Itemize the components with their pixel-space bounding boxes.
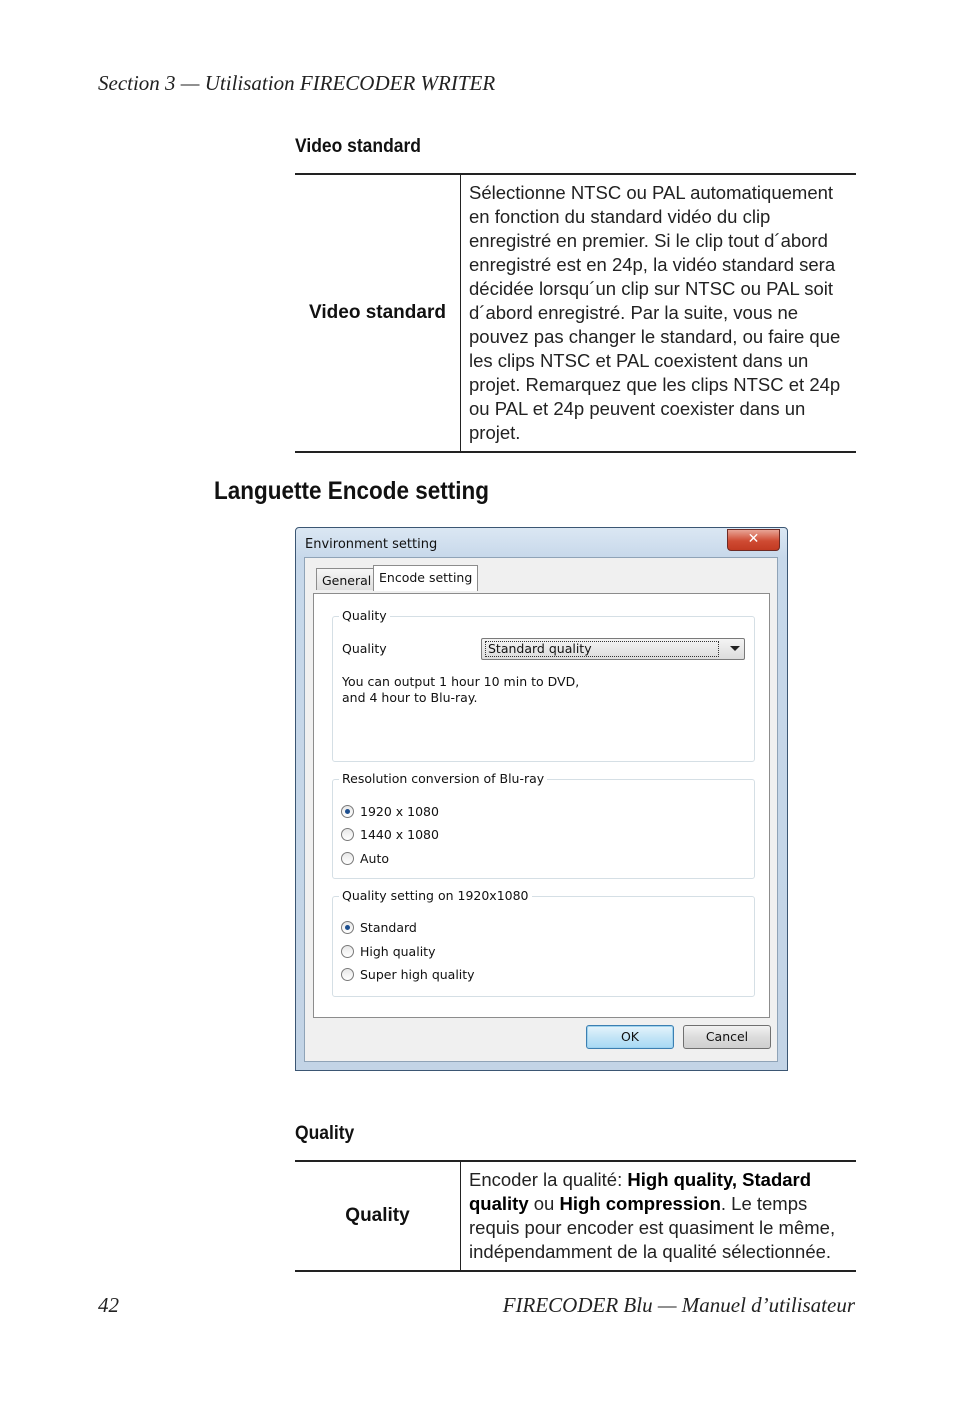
quality-subheading: Quality [295, 1123, 355, 1144]
dialog-title: Environment setting [305, 537, 438, 552]
tab-general[interactable]: General [316, 568, 377, 590]
radio-icon[interactable] [341, 968, 354, 981]
radio-high-quality[interactable] [341, 944, 435, 959]
video-standard-description: Sélectionne NTSC ou PAL automatiquement en fonction du standard vidéo du clip enregistré en premier. Si le clip tout d´abord enregistré est en 24p, la vidéo standard sera décidée lorsqu´un clip sur NTSC ou PAL soit d´abord enregistré. Par la suite, vous ne pouvez pas changer le standard, ou faire que les clips NTSC et PAL coexistent dans un projet. Remarquez que les clips NTSC et 24p ou PAL et 24p peuvent coexister dans un projet. [469, 182, 841, 443]
page-number: 42 [98, 1293, 119, 1317]
resolution-group [332, 771, 755, 879]
quality-dropdown[interactable] [481, 638, 745, 660]
environment-setting-dialog [295, 527, 788, 1071]
radio-label: 1440 x 1080 [360, 827, 439, 842]
quality-desc-prefix: Encoder la qualité: [469, 1169, 628, 1190]
cancel-button[interactable]: Cancel [683, 1025, 771, 1049]
quality-term: Quality [295, 1161, 461, 1271]
quality-desc-options: High quality, Stadard quality [469, 1169, 812, 1214]
quality-desc-or: ou [528, 1193, 560, 1214]
radio-1440x1080[interactable] [341, 827, 439, 842]
quality-1080-group-legend: Quality setting on 1920x1080 [339, 888, 532, 903]
footer-title: FIRECODER Blu — Manuel d’utilisateur [502, 1293, 855, 1317]
page-header: Section 3 — Utilisation FIRECODER WRITER [98, 71, 496, 95]
encode-setting-panel [313, 593, 770, 1018]
quality-table [295, 1160, 856, 1272]
quality-desc-suffix: . Le temps requis pour encoder est quasiment le même, indépendamment de la qualité sélectionnée. [469, 1193, 836, 1262]
video-standard-table [295, 173, 856, 453]
radio-1920x1080[interactable] [341, 804, 439, 819]
radio-standard[interactable] [341, 920, 417, 935]
quality-description [461, 1161, 857, 1271]
dialog-client-area [304, 557, 778, 1062]
quality-group [332, 608, 755, 762]
close-icon[interactable]: ✕ [727, 529, 780, 551]
video-standard-subheading: Video standard [295, 136, 421, 157]
chevron-down-icon[interactable] [730, 646, 740, 651]
radio-super-high-quality[interactable] [341, 967, 475, 982]
quality-group-legend: Quality [339, 608, 390, 623]
quality-label: Quality [342, 641, 387, 656]
radio-label: Auto [360, 851, 390, 866]
quality-info-line2: and 4 hour to Blu-ray. [342, 690, 478, 705]
quality-dropdown-value: Standard quality [485, 641, 719, 657]
radio-selected-icon[interactable] [341, 921, 354, 934]
radio-icon[interactable] [341, 828, 354, 841]
radio-icon[interactable] [341, 945, 354, 958]
quality-info-line1: You can output 1 hour 10 min to DVD, [342, 674, 580, 689]
tab-encode-setting[interactable]: Encode setting [373, 565, 478, 591]
encode-setting-heading: Languette Encode setting [214, 477, 490, 505]
radio-label: High quality [360, 944, 436, 959]
ok-button[interactable]: OK [586, 1025, 674, 1049]
quality-desc-high-compression: High compression [559, 1193, 721, 1214]
radio-label: Super high quality [360, 967, 475, 982]
radio-icon[interactable] [341, 852, 354, 865]
radio-label: Standard [360, 920, 417, 935]
radio-auto[interactable] [341, 851, 389, 866]
resolution-group-legend: Resolution conversion of Blu-ray [339, 771, 547, 786]
radio-selected-icon[interactable] [341, 805, 354, 818]
quality-1080-group [332, 888, 755, 997]
radio-label: 1920 x 1080 [360, 804, 439, 819]
video-standard-term: Video standard [295, 174, 461, 452]
